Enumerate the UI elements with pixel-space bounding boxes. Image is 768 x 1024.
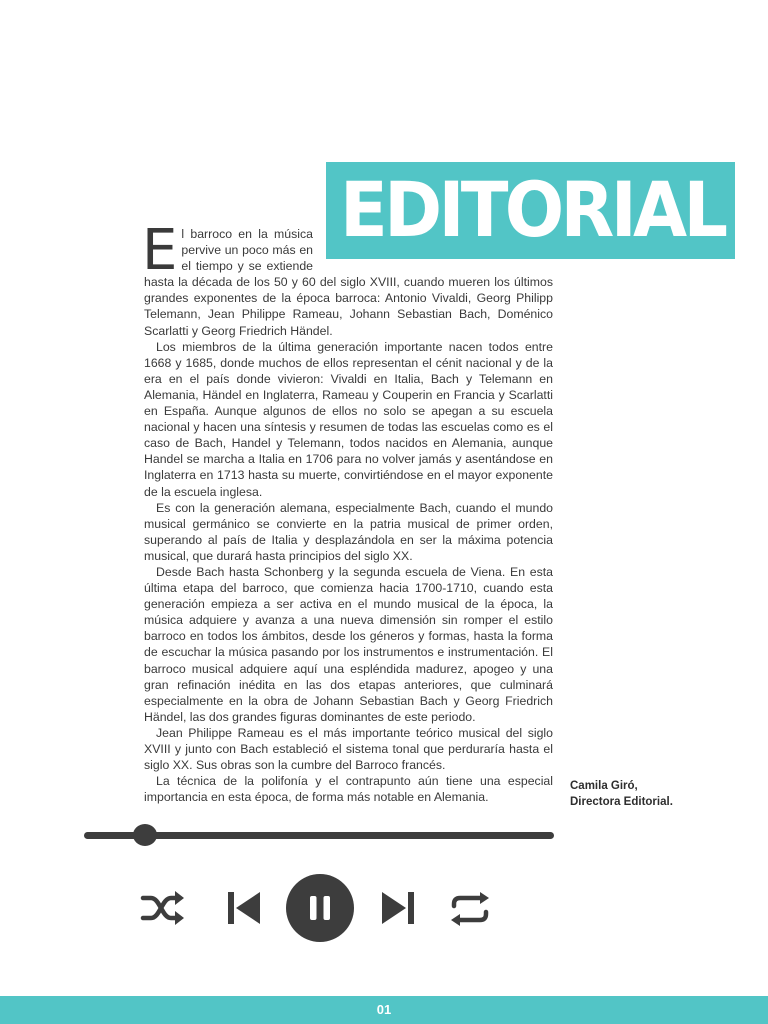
- progress-bar[interactable]: [84, 832, 554, 839]
- article-paragraph: Los miembros de la última generación importante nacen todos entre 1668 y 1685, donde muchos de ellos representan el cénit nacional y de la era en el país donde vivieron: Vivaldi en Italia, Bach y Telemann en Alemania, Händel en Inglaterra, Rameau y Couperin en Francia y Scarlatti en España. Aunque algunos de ellos no solo se apegan a su escuela nacional y hacen una síntesis y resumen de todas las escuelas como es el caso de Bach, Handel y Telemann, todos nacidos en Alemania, aunque Handel se marcha a Italia en 1706 para no volver jamás y asentándose en Inglaterra en 1713 hasta su muerte, convirtiéndose en el mayor exponente de la escuela inglesa.: [144, 339, 553, 499]
- article-paragraph: Es con la generación alemana, especialmente Bach, cuando el mundo musical germánico se convierte en la patria musical de primer orden, superando al país de Italia y desplazándola en ser la máxima potencia musical, que durará hasta principios del siglo XX.: [144, 500, 553, 563]
- drop-cap: E: [142, 218, 178, 283]
- author-role: Directora Editorial.: [570, 796, 673, 808]
- next-icon[interactable]: [380, 890, 416, 926]
- article-intro: [142, 218, 553, 339]
- progress-handle[interactable]: [133, 824, 157, 846]
- article-paragraph: La técnica de la polifonía y el contrapunto aún tiene una especial importancia en esta época, de forma más notable en Alemania.: [144, 774, 553, 805]
- title-overlap-spacer: [313, 226, 553, 274]
- repeat-icon[interactable]: [446, 892, 494, 926]
- page-number: 01: [376, 1002, 392, 1017]
- pause-icon[interactable]: [286, 874, 354, 942]
- page-footer: [0, 996, 768, 1024]
- previous-icon[interactable]: [226, 890, 262, 926]
- article-paragraph: Jean Philippe Rameau es el más importante teórico musical del siglo XVIII y junto con Bach estableció el sistema tonal que perduraría hasta el siglo XX. Sus obras son la cumbre del Barroco francés.: [144, 725, 553, 773]
- signature-block: [570, 778, 750, 810]
- author-name: Camila Giró,: [570, 780, 638, 792]
- intro-text: l barroco en la música pervive un poco más en el tiempo y se extiende hasta la década de los 50 y 60 del siglo XVIII, cuando mueren los últimos grandes exponentes de la época barroca: Antonio Vivaldi, Georg Philipp Telemann, Jean Philippe Rameau, Johann Sebastian Bach, Doménico Scarlatti y Georg Friedrich Händel.: [144, 227, 553, 338]
- page-title: EDITORIAL: [340, 165, 725, 254]
- article-paragraph: Desde Bach hasta Schonberg y la segunda escuela de Viena. En esta última etapa del barroco, que comienza hacia 1700-1710, cuando esta generación empieza a ser activa en el mundo musical de la época, la música adquiere y avanza a una nueva dimensión sin romper el estilo barroco en todos los ámbitos, desde los géneros y formas, hasta la forma de escuchar la música pasando por los instrumentos e instrumentación. El barroco musical adquiere aquí una espléndida madurez, apogeo y una gran refinación inédita en las dos etapas anteriores, que culminará especialmente en la obra de Johann Sebastian Bach y Georg Friedrich Händel, las dos grandes figuras dominantes de este periodo.: [144, 564, 553, 724]
- article-body: [142, 218, 553, 805]
- shuffle-icon[interactable]: [140, 890, 186, 926]
- player-controls: [0, 870, 768, 946]
